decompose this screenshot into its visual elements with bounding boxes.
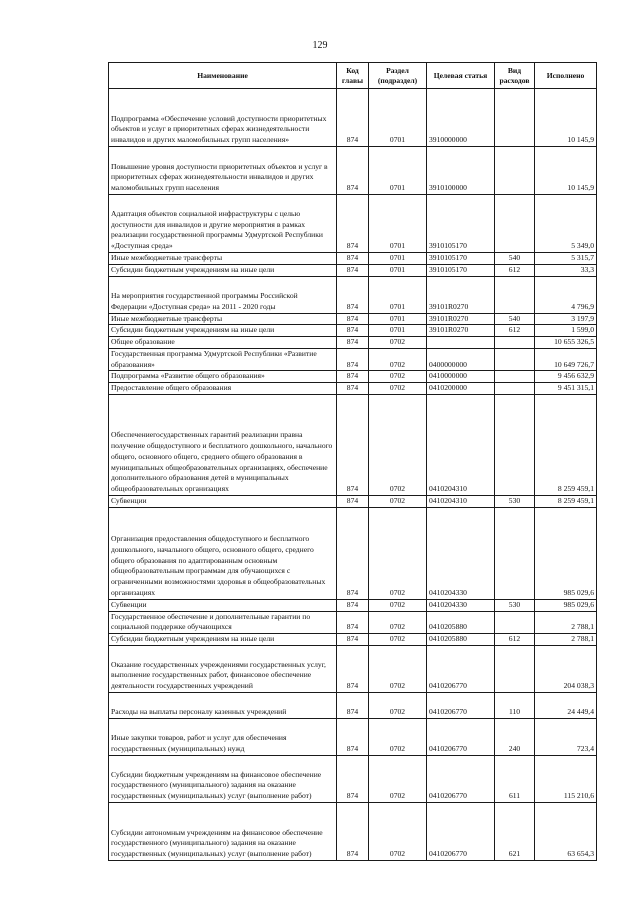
cell-chapter: 874 — [337, 253, 369, 265]
cell-chapter: 874 — [337, 371, 369, 383]
cell-section: 0702 — [369, 337, 427, 349]
cell-chapter: 874 — [337, 692, 369, 718]
cell-expense-type: 110 — [495, 692, 535, 718]
cell-article: 0410206770 — [427, 802, 495, 860]
cell-expense-type — [495, 611, 535, 634]
cell-amount: 5 315,7 — [535, 253, 597, 265]
cell-expense-type — [495, 383, 535, 395]
cell-amount: 9 451 315,1 — [535, 383, 597, 395]
header-executed: Исполнено — [535, 63, 597, 89]
cell-expense-type: 611 — [495, 755, 535, 802]
cell-section: 0701 — [369, 195, 427, 253]
cell-expense-type — [495, 395, 535, 496]
cell-expense-type — [495, 195, 535, 253]
cell-article: 3910105170 — [427, 195, 495, 253]
cell-section: 0702 — [369, 395, 427, 496]
cell-article: 0410205880 — [427, 611, 495, 634]
cell-expense-type — [495, 147, 535, 195]
table-row — [109, 147, 597, 195]
cell-article: 0410205880 — [427, 634, 495, 646]
cell-name: Субвенции — [109, 496, 337, 508]
cell-article: 0410206770 — [427, 692, 495, 718]
cell-amount: 10 655 326,5 — [535, 337, 597, 349]
cell-section: 0702 — [369, 348, 427, 371]
cell-article: 3910105170 — [427, 253, 495, 265]
cell-article: 0410204310 — [427, 496, 495, 508]
cell-section: 0702 — [369, 692, 427, 718]
cell-chapter: 874 — [337, 325, 369, 337]
cell-article: 0400000000 — [427, 348, 495, 371]
cell-chapter: 874 — [337, 276, 369, 313]
cell-name: Государственное обеспечение и дополнительные гарантии по социальной поддержке обучающихся — [109, 611, 337, 634]
cell-chapter: 874 — [337, 337, 369, 349]
cell-amount: 3 197,9 — [535, 313, 597, 325]
cell-amount: 8 259 459,1 — [535, 496, 597, 508]
cell-amount: 1 599,0 — [535, 325, 597, 337]
cell-article: 0410204310 — [427, 395, 495, 496]
cell-amount: 8 259 459,1 — [535, 395, 597, 496]
cell-chapter: 874 — [337, 611, 369, 634]
table-row — [109, 634, 597, 646]
cell-article: 0410200000 — [427, 383, 495, 395]
cell-expense-type — [495, 337, 535, 349]
cell-article: 39101R0270 — [427, 313, 495, 325]
cell-name: Субсидии бюджетным учреждениям на иные цели — [109, 325, 337, 337]
cell-section: 0702 — [369, 634, 427, 646]
cell-chapter: 874 — [337, 348, 369, 371]
cell-name: Повышение уровня доступности приоритетных объектов и услуг в приоритетных сферах жизнедеятельности инвалидов и других маломобильных групп населения — [109, 147, 337, 195]
cell-chapter: 874 — [337, 195, 369, 253]
cell-amount: 2 788,1 — [535, 634, 597, 646]
cell-amount: 10 145,9 — [535, 89, 597, 147]
cell-amount: 33,3 — [535, 264, 597, 276]
cell-chapter: 874 — [337, 599, 369, 611]
cell-chapter: 874 — [337, 264, 369, 276]
cell-expense-type: 530 — [495, 496, 535, 508]
cell-expense-type: 540 — [495, 313, 535, 325]
cell-section: 0701 — [369, 253, 427, 265]
header-expense-type: Вид расходов — [495, 63, 535, 89]
cell-section: 0702 — [369, 383, 427, 395]
cell-amount: 10 649 726,7 — [535, 348, 597, 371]
cell-name: Расходы на выплаты персоналу казенных учреждений — [109, 692, 337, 718]
table-row — [109, 611, 597, 634]
cell-chapter: 874 — [337, 507, 369, 599]
cell-article: 0410000000 — [427, 371, 495, 383]
cell-name: Общее образование — [109, 337, 337, 349]
table-row — [109, 264, 597, 276]
cell-article: 0410206770 — [427, 755, 495, 802]
table-row — [109, 692, 597, 718]
cell-section: 0701 — [369, 313, 427, 325]
cell-article: 3910000000 — [427, 89, 495, 147]
header-section: Раздел (подраздел) — [369, 63, 427, 89]
cell-section: 0702 — [369, 496, 427, 508]
table-row — [109, 371, 597, 383]
cell-article: 3910100000 — [427, 147, 495, 195]
table-row — [109, 348, 597, 371]
cell-expense-type — [495, 507, 535, 599]
cell-amount: 24 449,4 — [535, 692, 597, 718]
cell-article: 0410206770 — [427, 645, 495, 692]
cell-chapter: 874 — [337, 147, 369, 195]
cell-amount: 4 796,9 — [535, 276, 597, 313]
cell-chapter: 874 — [337, 755, 369, 802]
cell-chapter: 874 — [337, 395, 369, 496]
cell-amount: 63 654,3 — [535, 802, 597, 860]
cell-expense-type: 621 — [495, 802, 535, 860]
cell-chapter: 874 — [337, 496, 369, 508]
cell-section: 0702 — [369, 507, 427, 599]
header-name: Наименование — [109, 63, 337, 89]
table-row — [109, 496, 597, 508]
cell-name: Подпрограмма «Обеспечение условий доступности приоритетных объектов и услуг в приоритетных сферах жизнедеятельности инвалидов и других маломобильных групп населения» — [109, 89, 337, 147]
cell-expense-type: 240 — [495, 718, 535, 755]
cell-expense-type — [495, 276, 535, 313]
table-row — [109, 645, 597, 692]
cell-section: 0702 — [369, 371, 427, 383]
cell-name: Субвенции — [109, 599, 337, 611]
cell-article: 39101R0270 — [427, 325, 495, 337]
cell-expense-type: 612 — [495, 264, 535, 276]
cell-name: На мероприятия государственной программы Российской Федерации «Доступная среда» на 2011 - 2020 годы — [109, 276, 337, 313]
table-row — [109, 337, 597, 349]
cell-article: 0410206770 — [427, 718, 495, 755]
cell-article: 0410204330 — [427, 507, 495, 599]
cell-amount: 985 029,6 — [535, 507, 597, 599]
cell-chapter: 874 — [337, 645, 369, 692]
cell-section: 0701 — [369, 276, 427, 313]
cell-expense-type: 540 — [495, 253, 535, 265]
cell-section: 0701 — [369, 147, 427, 195]
cell-section: 0701 — [369, 325, 427, 337]
table-row — [109, 395, 597, 496]
cell-name: Предоставление общего образования — [109, 383, 337, 395]
cell-name: Иные закупки товаров, работ и услуг для обеспечения государственных (муниципальных) нужд — [109, 718, 337, 755]
cell-amount: 115 210,6 — [535, 755, 597, 802]
cell-name: Адаптация объектов социальной инфраструктуры с целью доступности для инвалидов и другие мероприятия в рамках реализации государственной программы Удмуртской Республики «Доступная среда» — [109, 195, 337, 253]
cell-article: 3910105170 — [427, 264, 495, 276]
table-row — [109, 383, 597, 395]
table-row — [109, 89, 597, 147]
cell-amount: 723,4 — [535, 718, 597, 755]
cell-chapter: 874 — [337, 634, 369, 646]
cell-section: 0701 — [369, 264, 427, 276]
cell-amount: 5 349,0 — [535, 195, 597, 253]
cell-section: 0702 — [369, 718, 427, 755]
cell-section: 0702 — [369, 599, 427, 611]
table-row — [109, 718, 597, 755]
cell-expense-type: 612 — [495, 325, 535, 337]
header-chapter-code: Код главы — [337, 63, 369, 89]
header-target-article: Целевая статья — [427, 63, 495, 89]
cell-expense-type — [495, 348, 535, 371]
budget-table — [108, 62, 597, 861]
cell-chapter: 874 — [337, 89, 369, 147]
table-row — [109, 599, 597, 611]
table-row — [109, 325, 597, 337]
cell-chapter: 874 — [337, 802, 369, 860]
cell-expense-type: 612 — [495, 634, 535, 646]
table-body — [109, 89, 597, 861]
cell-name: Субсидии бюджетным учреждениям на иные цели — [109, 634, 337, 646]
page-number: 129 — [312, 40, 328, 51]
cell-amount: 9 456 632,9 — [535, 371, 597, 383]
cell-name: Подпрограмма «Развитие общего образования» — [109, 371, 337, 383]
cell-name: Организация предоставления общедоступного и бесплатного дошкольного, начального общего, основного общего, среднего общего образования по адаптированным основным общеобразовательным программам для обучающихся с ограниченными возможностями здоровья в общеобразовательных организациях — [109, 507, 337, 599]
table-row — [109, 802, 597, 860]
cell-expense-type: 530 — [495, 599, 535, 611]
cell-amount: 2 788,1 — [535, 611, 597, 634]
cell-section: 0702 — [369, 755, 427, 802]
cell-expense-type — [495, 89, 535, 147]
cell-section: 0702 — [369, 611, 427, 634]
cell-article: 0410204330 — [427, 599, 495, 611]
cell-name: Субсидии бюджетным учреждениям на иные цели — [109, 264, 337, 276]
cell-name: Иные межбюджетные трансферты — [109, 253, 337, 265]
cell-expense-type — [495, 371, 535, 383]
cell-name: Обеспечениегосударственных гарантий реализации правна получение общедоступного и бесплатного дошкольного, начального общего, основного общего, среднего общего образования в муниципальных общеобразовательных организациях, обеспечение дополнительного образования детей в муниципальных общеобразовательных организациях — [109, 395, 337, 496]
table-row — [109, 253, 597, 265]
table-row — [109, 313, 597, 325]
cell-chapter: 874 — [337, 718, 369, 755]
cell-name: Иные межбюджетные трансферты — [109, 313, 337, 325]
cell-amount: 204 038,3 — [535, 645, 597, 692]
cell-article: 39101R0270 — [427, 276, 495, 313]
cell-chapter: 874 — [337, 313, 369, 325]
cell-name: Субсидии бюджетным учреждениям на финансовое обеспечение государственного (муниципального) задания на оказание государственных (муниципальных) услуг (выполнение работ) — [109, 755, 337, 802]
cell-article — [427, 337, 495, 349]
table-row — [109, 507, 597, 599]
cell-name: Оказание государственных учреждениями государственных услуг, выполнение государственных работ, финансовое обеспечение деятельности государственных учреждений — [109, 645, 337, 692]
cell-name: Государственная программа Удмуртской Республики «Развитие образования» — [109, 348, 337, 371]
cell-section: 0702 — [369, 802, 427, 860]
cell-expense-type — [495, 645, 535, 692]
cell-amount: 985 029,6 — [535, 599, 597, 611]
cell-chapter: 874 — [337, 383, 369, 395]
cell-name: Субсидии автономным учреждениям на финансовое обеспечение государственного (муниципального) задания на оказание государственных (муниципальных) услуг (выполнение работ) — [109, 802, 337, 860]
cell-section: 0701 — [369, 89, 427, 147]
table-header-row — [109, 63, 597, 89]
cell-amount: 10 145,9 — [535, 147, 597, 195]
cell-section: 0702 — [369, 645, 427, 692]
table-row — [109, 755, 597, 802]
table-row — [109, 276, 597, 313]
table-row — [109, 195, 597, 253]
